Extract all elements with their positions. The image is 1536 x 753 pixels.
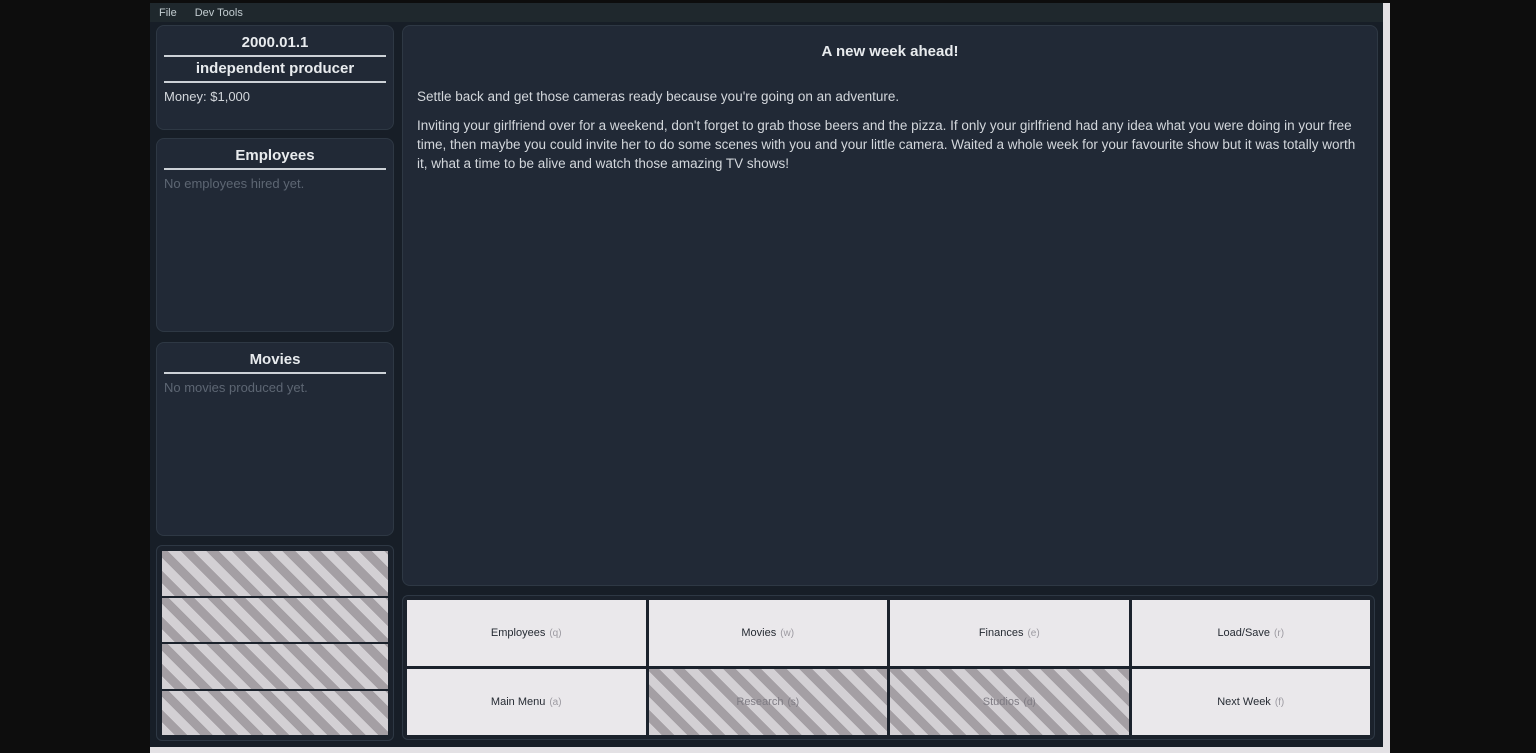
employees-panel-title: Employees	[235, 147, 315, 164]
nav-button-hotkey: (d)	[1023, 696, 1036, 708]
nav-button-label: Studios	[982, 696, 1020, 708]
nav-button-research	[649, 669, 888, 735]
nav-button-label: Movies	[741, 627, 777, 639]
weekly-message-paragraph: Inviting your girlfriend over for a weekend, don't forget to grab those beers and the pizza. If only your girlfriend had any idea what you were doing in your free time, then maybe you could invite her to do some scenes with you and your little camera. Waited a whole week for your favourite show but it was totally worth it, what a time to be alive and watch those amazing TV shows!	[417, 118, 1356, 171]
nav-button-label: Load/Save	[1217, 627, 1271, 639]
locked-slot	[162, 644, 388, 689]
nav-button-hotkey: (s)	[787, 696, 800, 708]
employees-panel	[156, 138, 394, 332]
weekly-message-body	[403, 87, 1377, 173]
menu-item-dev-tools[interactable]: Dev Tools	[194, 6, 243, 19]
nav-button-label: Research	[736, 696, 784, 708]
nav-button-next-week[interactable]	[1132, 669, 1371, 735]
nav-button-label: Next Week	[1217, 696, 1271, 708]
bottom-nav-grid	[402, 595, 1375, 740]
weekly-message-heading: A new week ahead!	[821, 43, 959, 60]
money-value: Money: $1,000	[164, 89, 251, 104]
nav-button-hotkey: (w)	[780, 627, 795, 639]
employees-empty-text: No employees hired yet.	[164, 176, 305, 191]
nav-button-hotkey: (q)	[549, 627, 562, 639]
game-window	[150, 3, 1383, 747]
nav-button-hotkey: (f)	[1274, 696, 1285, 708]
movies-empty-text: No movies produced yet.	[164, 380, 308, 395]
nav-button-label: Employees	[490, 627, 546, 639]
nav-button-main-menu[interactable]	[407, 669, 646, 735]
nav-button-label: Finances	[978, 627, 1024, 639]
nav-button-employees[interactable]	[407, 600, 646, 666]
movies-panel-title: Movies	[249, 351, 301, 368]
nav-button-hotkey: (r)	[1274, 627, 1285, 639]
menu-item-file[interactable]: File	[159, 6, 177, 19]
locked-slot	[162, 598, 388, 643]
nav-button-studios	[890, 669, 1129, 735]
nav-button-movies[interactable]	[649, 600, 888, 666]
locked-slots-panel	[156, 545, 394, 741]
nav-button-label: Main Menu	[490, 696, 546, 708]
locked-slot	[162, 551, 388, 596]
locked-slot	[162, 691, 388, 736]
menu-bar	[150, 3, 1383, 22]
weekly-message-paragraph: Settle back and get those cameras ready because you're going on an adventure.	[417, 89, 900, 104]
movies-panel	[156, 342, 394, 536]
nav-button-finances[interactable]	[890, 600, 1129, 666]
nav-button-hotkey: (a)	[549, 696, 562, 708]
game-date: 2000.01.1	[241, 34, 309, 51]
producer-info-panel	[156, 25, 394, 130]
producer-role: independent producer	[195, 60, 355, 77]
weekly-message-panel	[402, 25, 1378, 586]
nav-button-hotkey: (e)	[1027, 627, 1040, 639]
nav-button-load-save[interactable]	[1132, 600, 1371, 666]
